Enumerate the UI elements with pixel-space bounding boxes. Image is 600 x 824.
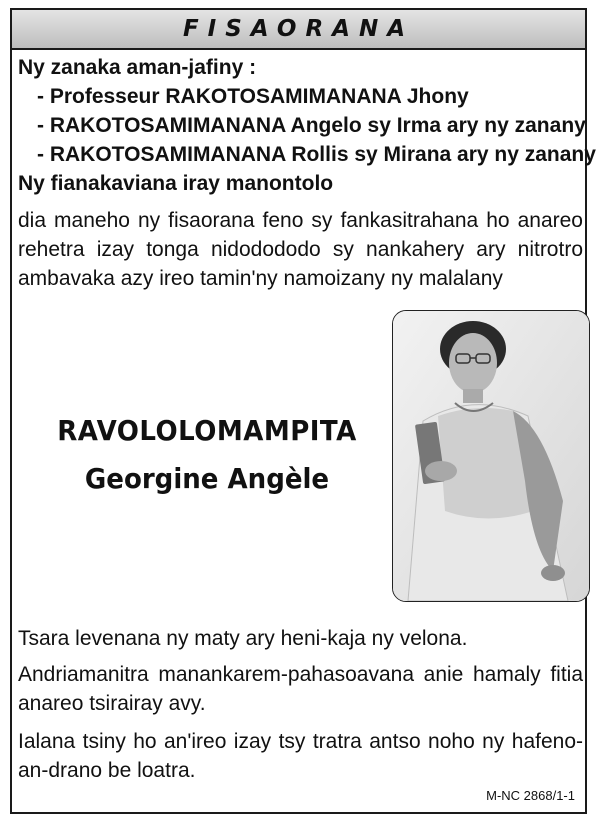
closing-line-2: Andriamanitra manankarem-pahasoavana anie hamaly fitia anareo tsirairay avy. [18, 663, 583, 715]
announcement-frame [10, 8, 596, 814]
closing-line-3: Ialana tsiny ho an'ireo izay tsy tratra antso noho ny hafeno-an-drano be loatra. [18, 730, 583, 782]
family-member-3: - RAKOTOSAMIMANANA Rollis sy Mirana ary ny zanany [37, 143, 596, 166]
header-bar [12, 10, 585, 50]
thanks-paragraph: dia maneho ny fisaorana feno sy fankasitrahana ho anareo rehetra izay tonga nidodododo sy nankahery ary nitrotro ambavaka azy ireo tamin'ny namoizany ny malalany [18, 209, 583, 290]
portrait-image [393, 311, 589, 601]
family-member-2: - RAKOTOSAMIMANANA Angelo sy Irma ary ny zanany [37, 114, 586, 137]
reference-code: M-NC 2868/1-1 [486, 788, 575, 803]
family-member-1: - Professeur RAKOTOSAMIMANANA Jhony [37, 85, 469, 108]
family-others: Ny fianakaviana iray manontolo [18, 172, 334, 195]
header-title: FISAORANA [182, 16, 415, 42]
deceased-portrait-photo [392, 310, 590, 602]
deceased-surname: RAVOLOLOMAMPITA [57, 414, 357, 447]
deceased-given-names: Georgine Angèle [84, 462, 330, 495]
closing-line-1: Tsara levenana ny maty ary heni-kaja ny velona. [18, 627, 468, 650]
family-intro: Ny zanaka aman-jafiny : [18, 56, 257, 79]
